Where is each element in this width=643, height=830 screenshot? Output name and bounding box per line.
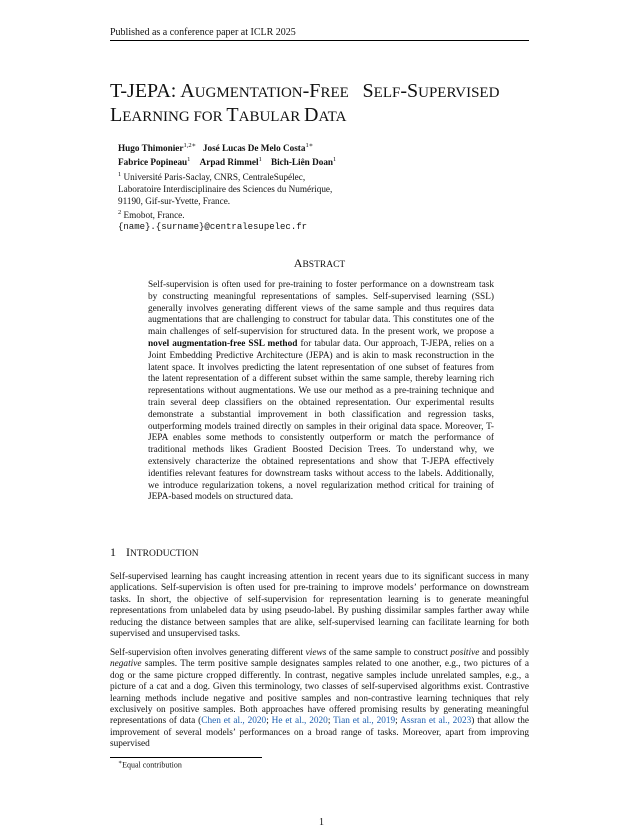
text-run: samples. The term positive sample designates samples related to one another, e.g., two pictures of a dog or the same picture cropped differently. In contrast, negative samples include unrelated samples, e.g., a picture of a cat and a dog. Given this terminology, two classes of self-supervised algorithms exist. Contrastive learning methods include negative and positive samples and non-contrastive learning techniques that rely exclusively on positive samples. Both approaches have offered promising results by generating meaningful representations of data ( xyxy=(110,659,529,727)
citation-link[interactable]: Tian et al., 2019 xyxy=(333,716,396,727)
title-line-2 xyxy=(110,104,550,128)
heading-char: A xyxy=(293,256,303,270)
title-char: L xyxy=(110,104,123,126)
author-block xyxy=(118,140,336,234)
abstract-heading xyxy=(110,256,529,271)
affiliation-text: Université Paris-Saclay, CNRS, CentraleSupélec, xyxy=(121,171,306,182)
author-name: José Lucas De Melo Costa xyxy=(202,143,306,154)
title-smallcaps: ELF xyxy=(373,85,401,101)
author-line-2 xyxy=(118,154,336,168)
text-run: and possibly xyxy=(479,648,529,658)
footnote-text: Equal contribution xyxy=(122,760,182,770)
title-char: T xyxy=(226,104,239,126)
heading-smallcaps: BSTRACT xyxy=(302,260,346,270)
paper-title xyxy=(110,80,550,128)
title-char: T xyxy=(110,80,121,102)
emphasis: views xyxy=(305,648,327,658)
title-char: D xyxy=(304,104,319,126)
running-header: Published as a conference paper at ICLR 2025 xyxy=(110,27,296,38)
title-smallcaps: ATA xyxy=(318,109,347,125)
affiliation-2 xyxy=(118,207,336,221)
text-run: Self-supervision often involves generating different xyxy=(110,648,306,658)
title-char: -F xyxy=(302,80,321,102)
citation-link[interactable]: He et al., 2020 xyxy=(271,716,328,727)
text-run: ) that allow the improvement of several models’ performances on a broad range of tasks. Moreover, apart from improving supervised xyxy=(110,716,529,750)
author-affiliation-mark: 1,2∗ xyxy=(183,142,196,149)
citation-link[interactable]: Chen et al., 2020 xyxy=(201,716,267,727)
abstract-part: for tabular data. Our approach, T-JEPA, relies on a Joint Embedding Predictive Architecture (JEPA) and is akin to mask reconstruction in the latent space. It involves predicting the latent representation of one subset of features from the latent representation of a different subset within the same sample, thereby learning rich representations without augmentations. We use our method as a pre-training technique and train several deep classifiers on the obtained representation. Our experimental results demonstrate a substantial improvement in both classification and regression tasks, outperforming models trained directly on samples in their original data space. Moreover, T-JEPA enables some methods to consistently outperform or match the performance of traditional methods likes Gradient Boosted Decision Trees. To understand why, we extensively characterize the obtained representations and show that T-JEPA effectively identifies relevant features for downstream tasks without access to the labels. Additionally, we introduce regularization tokens, a novel regularization method critical for training of JEPA-based models on structured data. xyxy=(148,338,494,503)
text-run: ; xyxy=(327,716,334,727)
text-run: of the same sample to construct xyxy=(326,648,451,658)
author-name: Fabrice Popineau xyxy=(118,157,188,168)
affiliation-1-line-3: 91190, Gif-sur-Yvette, France. xyxy=(118,196,231,206)
page-number: 1 xyxy=(319,817,324,828)
author-affiliation-mark: 1 xyxy=(187,156,191,164)
footnote-mark: ∗ xyxy=(118,760,123,766)
title-char: -S xyxy=(400,80,419,102)
footnote xyxy=(118,759,182,770)
title-line-1 xyxy=(110,80,550,104)
title-smallcaps: UGMENTATION xyxy=(194,85,303,101)
text-run: ; xyxy=(395,716,401,727)
author-affiliation-mark: 1∗ xyxy=(305,142,314,149)
title-smallcaps: EARNING FOR xyxy=(122,109,227,125)
citation-link[interactable]: Assran et al., 2023 xyxy=(400,716,472,727)
section-number: 1 xyxy=(110,545,116,559)
section-heading-introduction xyxy=(110,545,199,560)
header-rule xyxy=(110,40,529,41)
title-smallcaps: REE xyxy=(320,85,353,101)
intro-paragraph-2 xyxy=(110,648,529,751)
title-smallcaps: ABULAR xyxy=(238,109,305,125)
heading-char: I xyxy=(126,545,130,559)
affiliation-text: Emobot, France. xyxy=(121,210,185,221)
author-affiliation-mark: 1 xyxy=(333,156,337,164)
footnote-rule xyxy=(110,757,262,758)
emphasis: positive xyxy=(450,648,480,658)
title-word: -JEPA: xyxy=(120,80,181,102)
text-run: ; xyxy=(266,716,272,727)
affiliation-mark: 1 xyxy=(118,170,122,178)
abstract-text xyxy=(148,280,494,504)
title-char: S xyxy=(362,80,374,102)
author-name: Hugo Thimonier xyxy=(118,143,184,154)
author-name: Bich-Liên Doan xyxy=(271,157,334,168)
affiliation-mark: 2 xyxy=(118,209,122,217)
author-name: Arpad Rimmel xyxy=(199,157,259,168)
affiliation-1 xyxy=(118,169,336,183)
author-email: {name}.{surname}@centralesupelec.fr xyxy=(118,222,308,233)
emphasis: negative xyxy=(110,659,142,670)
title-smallcaps: UPERVISED xyxy=(418,85,500,101)
abstract-part: Self-supervision is often used for pre-training to foster performance on a downstream task by constructing meaningful representations of samples. Self-supervised learning (SSL) generally involves generating different views of the same sample and thus requires data augmentations that are challenging to construct for tabular data. This constitutes one of the main challenges of self-supervision for structured data. In the present work, we propose a xyxy=(148,280,494,338)
author-line-1 xyxy=(118,140,336,154)
title-char: A xyxy=(180,80,195,102)
affiliation-1-line-2: Laboratoire Interdisciplinaire des Sciences du Numérique, xyxy=(118,183,333,194)
author-affiliation-mark: 1 xyxy=(258,156,262,164)
abstract-bold: novel augmentation-free SSL method xyxy=(148,338,298,349)
heading-smallcaps: NTRODUCTION xyxy=(130,549,199,559)
intro-paragraph-1: Self-supervised learning has caught increasing attention in recent years due to its significant success in many applications. Self-supervision is often used for pre-training to improve models’ performance on downstream tasks. In short, the objective of self-supervision for representation learning is to generate meaningful representations from unlabeled data by using pseudo-label. By pushing dissimilar samples farther away while reducing the distance between samples that are alike, self-supervised learning can facilitate learning for both supervised and unsupervised tasks. xyxy=(110,572,529,640)
